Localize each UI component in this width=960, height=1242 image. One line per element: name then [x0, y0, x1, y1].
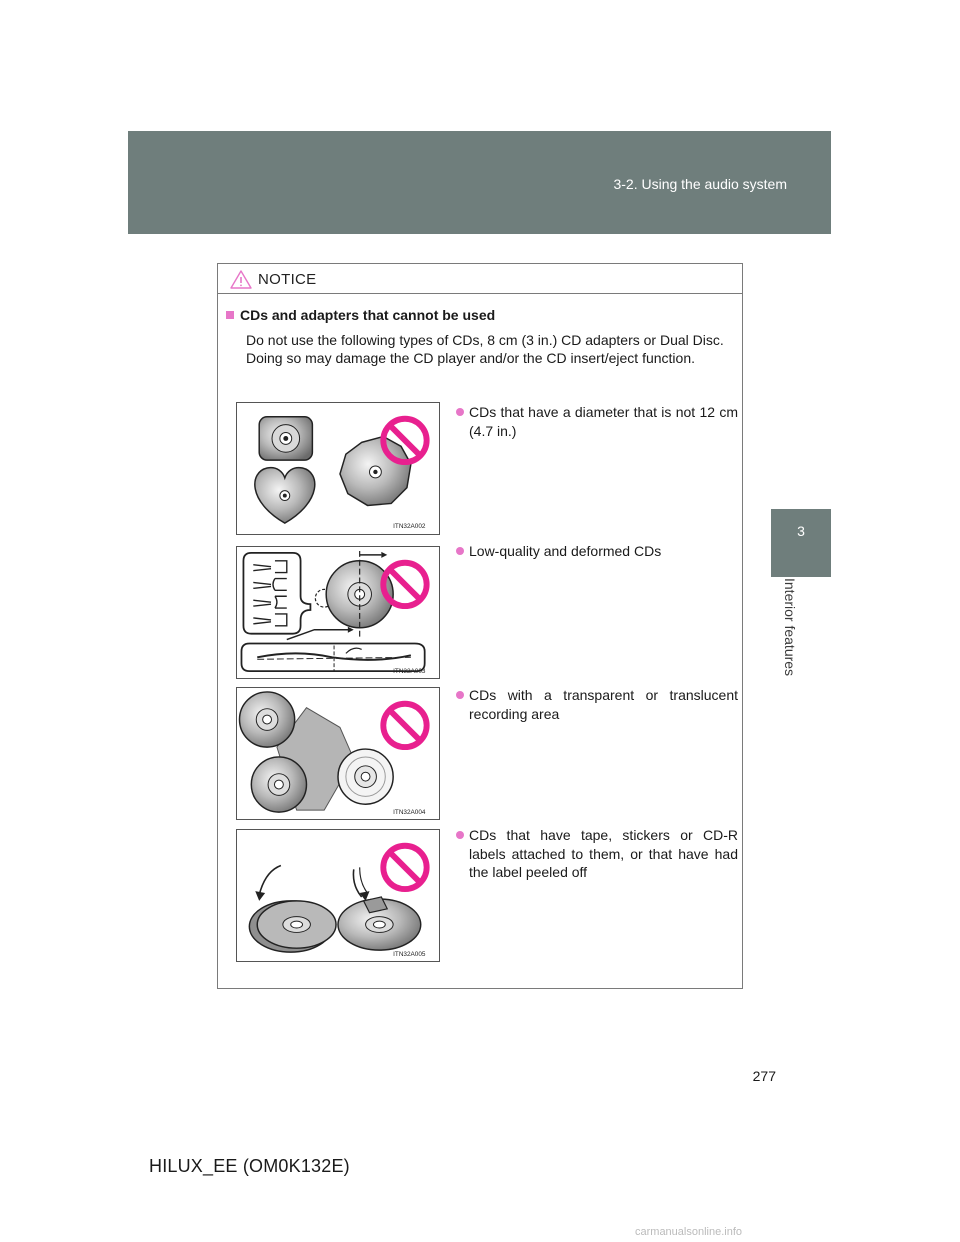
item-text: CDs that have tape, stickers or CD-R labels attached to them, or that have had the label peeled off [469, 827, 738, 880]
intro-line-1: Do not use the following types of CDs, 8 cm (3 in.) CD adapters or Dual Disc. [246, 332, 724, 348]
image-label: ITN32A002 [393, 523, 426, 531]
round-bullet-icon [456, 408, 464, 416]
notice-title: NOTICE [258, 271, 317, 288]
item-text: CDs that have a diameter that is not 12 cm (4.7 in.) [469, 404, 738, 439]
item-text: CDs with a transparent or translucent recording area [469, 687, 738, 722]
image-label: ITN32A004 [393, 809, 426, 817]
transparent-cds-image [237, 688, 439, 819]
warning-triangle-icon [230, 270, 252, 289]
round-bullet-icon [456, 831, 464, 839]
item-labeled [456, 826, 738, 882]
chapter-number: 3 [797, 523, 805, 539]
item-text: Low-quality and deformed CDs [469, 543, 662, 559]
intro-paragraph [246, 331, 738, 367]
round-bullet-icon [456, 691, 464, 699]
watermark: carmanualsonline.info [635, 1226, 743, 1238]
odd-shaped-cds-image [237, 403, 439, 534]
illustration-deformed-cds [236, 546, 440, 679]
model-code: HILUX_EE (OM0K132E) [149, 1156, 350, 1176]
deformed-cds-image [237, 547, 439, 678]
section-heading-text: CDs and adapters that cannot be used [240, 307, 496, 323]
labeled-cds-image [237, 830, 439, 961]
header-band [128, 131, 831, 234]
item-transparent [456, 686, 738, 723]
notice-header [218, 264, 742, 294]
chapter-tab[interactable] [771, 509, 831, 577]
image-label: ITN32A003 [393, 668, 426, 676]
intro-line-2: Doing so may damage the CD player and/or the CD insert/eject function. [246, 350, 696, 366]
chapter-title: Interior features [782, 578, 798, 677]
item-low-quality [456, 542, 738, 561]
square-bullet-icon [226, 311, 234, 319]
illustration-odd-shaped-cds [236, 402, 440, 535]
section-title: 3-2. Using the audio system [613, 176, 787, 192]
notice-box [217, 263, 743, 989]
item-odd-diameter [456, 403, 738, 440]
illustration-transparent-cds [236, 687, 440, 820]
page-number: 277 [752, 1068, 776, 1084]
image-label: ITN32A005 [393, 951, 426, 959]
chapter-title-vertical [776, 578, 806, 690]
prohibition-icon [383, 704, 426, 747]
section-heading [226, 307, 495, 323]
illustration-labeled-cds [236, 829, 440, 962]
round-bullet-icon [456, 547, 464, 555]
prohibition-icon [383, 846, 426, 889]
